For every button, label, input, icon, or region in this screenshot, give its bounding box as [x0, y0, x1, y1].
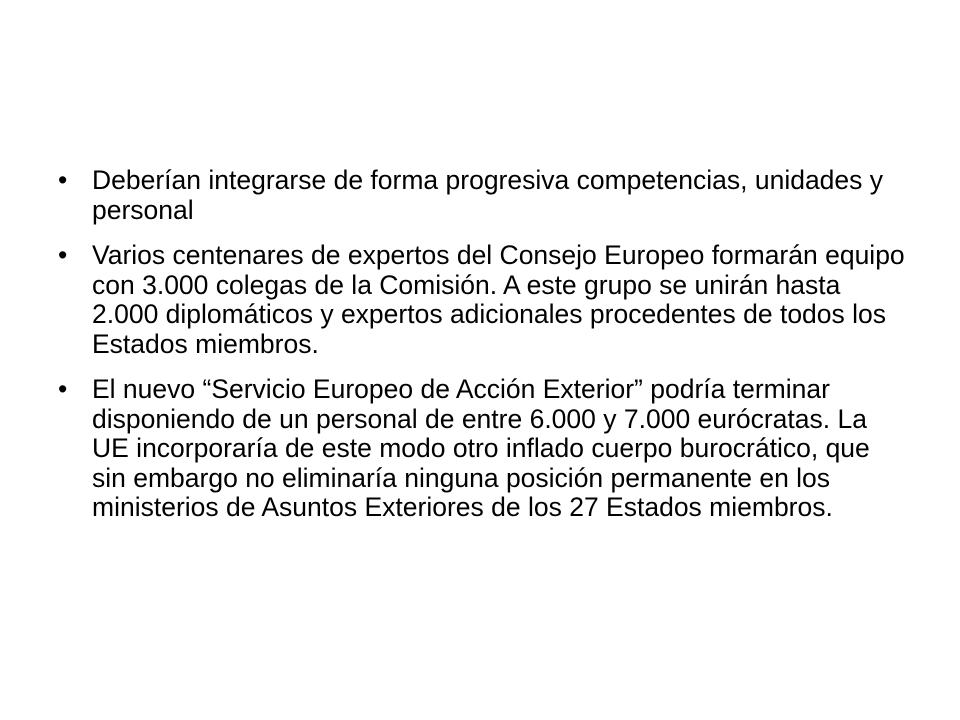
bullet-item-integration — [58, 166, 908, 225]
bullet-list — [58, 166, 908, 539]
bullet-item-experts — [58, 241, 908, 359]
bullet-icon: • — [58, 374, 68, 404]
bullet-item-service — [58, 375, 908, 523]
bullet-icon: • — [58, 165, 68, 195]
bullet-text: Deberían integrarse de forma progresiva competencias, unidades y personal — [92, 165, 884, 225]
bullet-text: Varios centenares de expertos del Consejo Europeo formarán equipo con 3.000 colegas de la Comisión. A este grupo se unirán hasta 2.000 diplomáticos y expertos adicionales procedentes de todos los Estados miembros. — [92, 240, 905, 359]
bullet-icon: • — [58, 240, 68, 270]
bullet-text: El nuevo “Servicio Europeo de Acción Exterior” podría terminar disponiendo de un personal de entre 6.000 y 7.000 eurócratas. La UE incorporaría de este modo otro inflado cuerpo burocrático, que sin embargo no eliminaría ninguna posición permanente en los ministerios de Asuntos Exteriores de los 27 Estados miembros. — [92, 374, 870, 522]
